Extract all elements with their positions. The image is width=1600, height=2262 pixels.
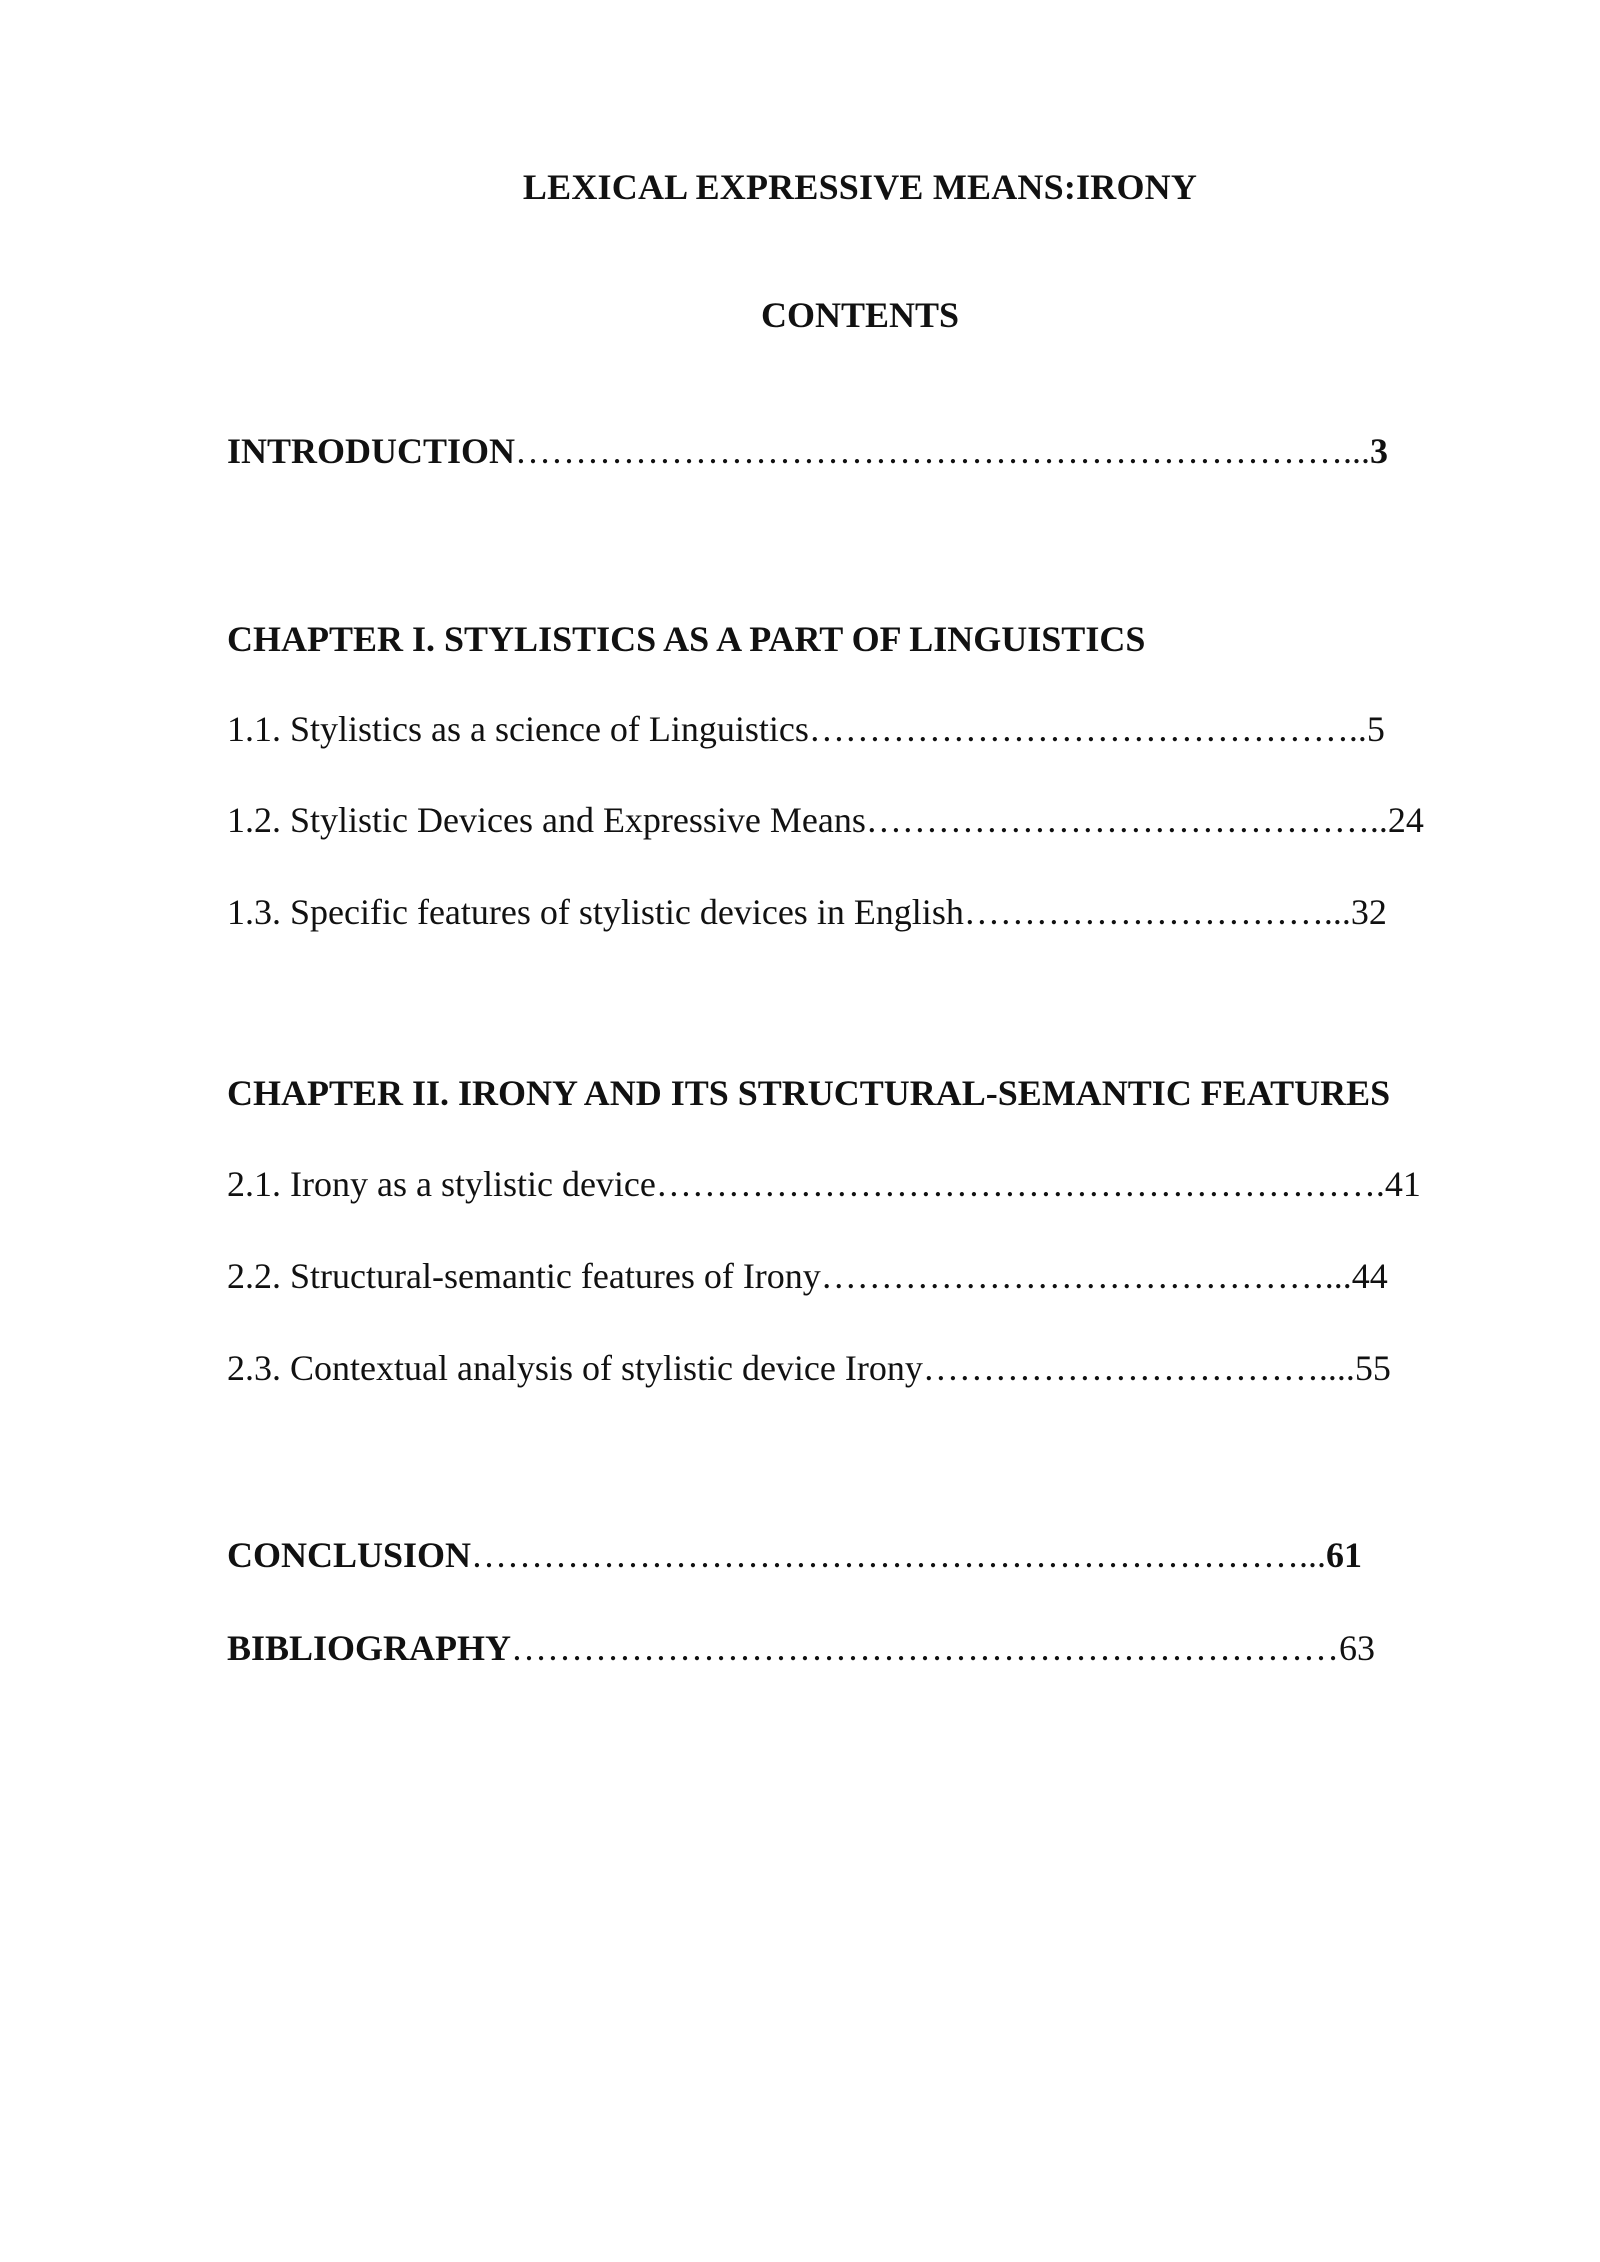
toc-label: CONCLUSION (227, 1535, 472, 1575)
toc-leader: …………………………………….. (865, 800, 1388, 840)
toc-entry-introduction (227, 430, 1388, 473)
toc-entry (227, 708, 1385, 751)
toc-page-number: 44 (1351, 1256, 1388, 1296)
toc-label: 1.1. Stylistics as a science of Linguistics (227, 709, 809, 749)
toc-label: 1.3. Specific features of stylistic devices in English (227, 892, 964, 932)
toc-page-number: 61 (1326, 1535, 1363, 1575)
toc-leader: …………………………………………………………… (511, 1628, 1340, 1668)
toc-entry-conclusion (227, 1534, 1362, 1577)
toc-leader: ……………………………………... (820, 1256, 1352, 1296)
toc-entry (227, 1255, 1388, 1298)
chapter-heading: CHAPTER I. STYLISTICS AS A PART OF LINGUISTICS (227, 619, 1146, 659)
contents-heading: CONTENTS (760, 295, 960, 335)
toc-label: 2.1. Irony as a stylistic device (227, 1164, 656, 1204)
toc-page-number: 41 (1384, 1164, 1421, 1204)
toc-leader: …………………………... (963, 892, 1351, 932)
toc-entry-bibliography (227, 1627, 1375, 1670)
toc-label: BIBLIOGRAPHY (227, 1628, 512, 1668)
toc-entry (227, 1347, 1391, 1390)
toc-label: 2.2. Structural-semantic features of Irony (227, 1256, 821, 1296)
toc-page-number: 24 (1387, 800, 1424, 840)
toc-page-number: 32 (1350, 892, 1387, 932)
toc-leader: ……………………………………………………. (655, 1164, 1385, 1204)
toc-label: 1.2. Stylistic Devices and Expressive Means (227, 800, 866, 840)
toc-leader: ……………………………………………………………... (471, 1535, 1327, 1575)
chapter-heading: CHAPTER II. IRONY AND ITS STRUCTURAL-SEMANTIC FEATURES (227, 1073, 1391, 1113)
toc-label: INTRODUCTION (227, 431, 516, 471)
toc-entry (227, 1163, 1421, 1206)
toc-leader: ……………………………………………………………... (515, 431, 1371, 471)
toc-page-number: 55 (1354, 1348, 1391, 1388)
toc-page-number: 5 (1366, 709, 1385, 749)
toc-page-number: 3 (1370, 431, 1389, 471)
toc-label: 2.3. Contextual analysis of stylistic device Irony (227, 1348, 923, 1388)
toc-leader: ……………………………………….. (808, 709, 1367, 749)
document-title: LEXICAL EXPRESSIVE MEANS:IRONY (522, 167, 1198, 207)
toc-entry (227, 799, 1424, 842)
toc-entry (227, 891, 1387, 934)
toc-leader: …………………………….... (922, 1348, 1355, 1388)
toc-page-number: 63 (1339, 1628, 1376, 1668)
